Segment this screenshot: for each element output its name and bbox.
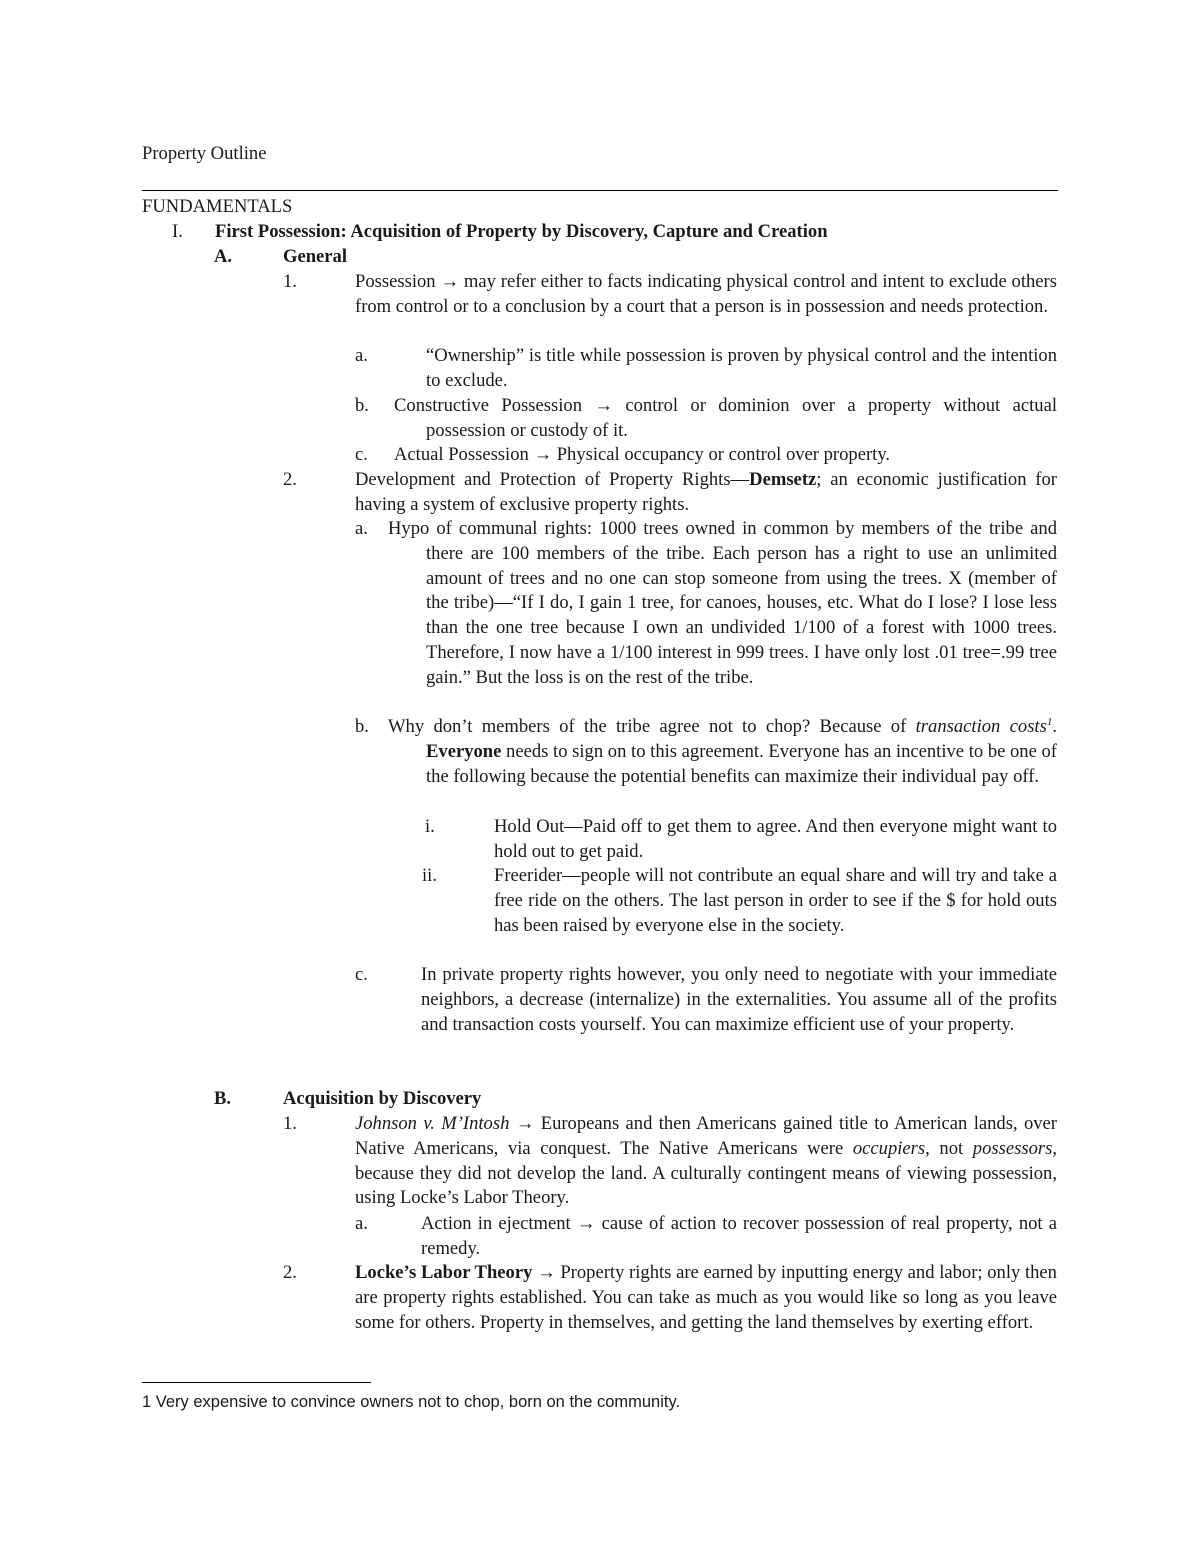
ownership-note: “Ownership” is title while possession is proven by physical control and the intention to exclude. <box>426 345 1057 391</box>
footnote-ref[interactable]: 1 <box>1046 715 1053 728</box>
sub-item-label: b. <box>355 716 369 737</box>
johnson-mintosh-item: Johnson v. M’Intosh → Europeans and then Americans gained title to American lands, over Native Americans, via conquest. The Native Americans were occupiers, not possessors, because they did not develop the land. A culturally contingent means of viewing possession, using Locke’s Labor Theory. <box>355 1113 1057 1209</box>
freerider-item: Freerider—people will not contribute an equal share and will try and take a free ride on the others. The last person in order to see if the $ for hold outs has been raised by everyone else in the society. <box>494 865 1057 936</box>
sub-item-label: c. <box>355 444 368 465</box>
subsection-heading-discovery: Acquisition by Discovery <box>283 1088 482 1109</box>
sub-item-label: a. <box>355 345 368 366</box>
part-marker: I. <box>172 221 183 242</box>
actual-possession: Actual Possession → Physical occupancy or control over property. <box>394 444 891 465</box>
communal-rights-hypo: Hypo of communal rights: 1000 trees owned in common by members of the tribe and there are 100 members of the tribe. Each person has a right to use an unlimited amount of trees and no one can stop someone from using the trees. X (member of the tribe)—“If I do, I gain 1 tree, for canoes, houses, etc. What do I lose? I lose less than the one tree because I own an undivided 1/100 of a forest with 1000 trees. Therefore, I now have a 1/100 interest in 999 trees. I have only lost .01 tree=.99 tree gain.” But the loss is on the rest of the tribe. <box>388 518 1057 688</box>
sub-item-label: a. <box>355 1213 368 1234</box>
hold-out-item: Hold Out—Paid off to get them to agree. And then everyone might want to hold out to get paid. <box>494 816 1057 862</box>
possession-definition: Possession → may refer either to facts indicating physical control and intent to exclude others from control or to a conclusion by a court that a person is in possession and needs protection. <box>355 271 1057 317</box>
roman-label: i. <box>425 816 435 837</box>
private-property-item: In private property rights however, you only need to negotiate with your immediate neighbors, a decrease (internalize) in the externalities. You assume all of the profits and transaction costs yourself. You can maximize efficient use of your property. <box>421 964 1057 1035</box>
part-heading: First Possession: Acquisition of Property by Discovery, Capture and Creation <box>215 221 828 242</box>
item-number: 2. <box>283 1262 297 1283</box>
section-heading: FUNDAMENTALS <box>142 196 293 217</box>
subsection-heading-general: General <box>283 246 348 267</box>
document-title: Property Outline <box>142 143 267 164</box>
sub-item-label: b. <box>355 395 369 416</box>
subsection-marker-a: A. <box>214 246 233 267</box>
sub-item-label: c. <box>355 964 368 985</box>
item-number: 2. <box>283 469 297 490</box>
subsection-marker-b: B. <box>214 1088 232 1109</box>
item-number: 1. <box>283 271 297 292</box>
footnote-separator <box>142 1382 371 1383</box>
sub-item-label: a. <box>355 518 368 539</box>
constructive-possession: Constructive Possession → control or dominion over a property without actual possession or custody of it. <box>394 395 1057 441</box>
lockes-labor-theory-item: Locke’s Labor Theory → Property rights are earned by inputting energy and labor; only then are property rights established. You can take as much as you would like so long as you leave some for others. Property in themselves, and getting the land themselves by exerting effort. <box>355 1262 1057 1333</box>
ejectment-item: Action in ejectment → cause of action to recover possession of real property, not a remedy. <box>421 1213 1057 1259</box>
footnote: 1 Very expensive to convince owners not to chop, born on the community. <box>142 1393 681 1411</box>
item-number: 1. <box>283 1113 297 1134</box>
header-rule <box>142 190 1058 191</box>
demsetz-item: Development and Protection of Property Rights—Demsetz; an economic justification for having a system of exclusive property rights. <box>355 469 1057 515</box>
transaction-costs-item: Why don’t members of the tribe agree not to chop? Because of transaction costs$^1$. Everyone needs to sign on to this agreement. Everyone has an incentive to be one of the following because the potential benefits can maximize their individual pay off. <box>388 715 1057 787</box>
roman-label: ii. <box>422 865 437 886</box>
